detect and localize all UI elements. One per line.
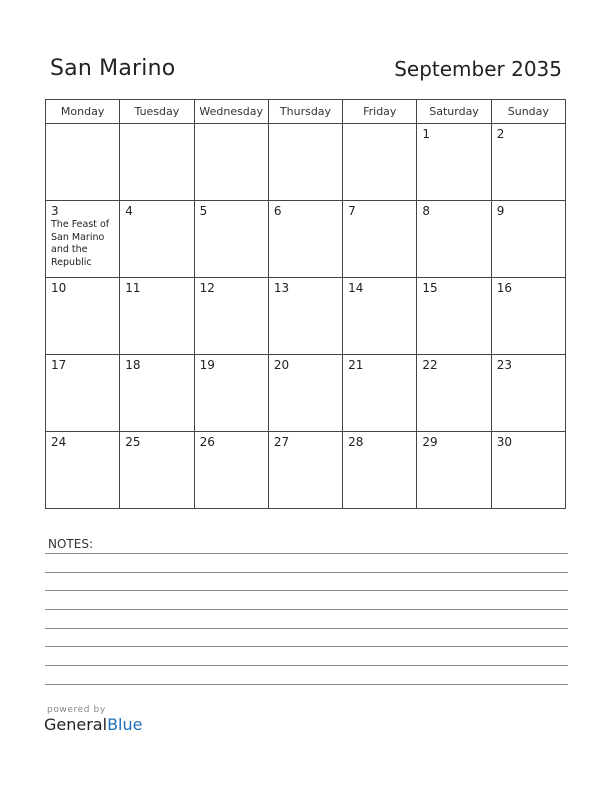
week-row-3 [46,278,566,355]
day-cell [491,278,565,355]
day-number: 11 [125,281,141,295]
day-cell [120,432,194,509]
day-number [195,124,268,127]
weekday-tuesday: Tuesday [120,100,194,124]
holiday-label: The Feast of San Marino and the Republic [51,219,110,268]
powered-by-text: powered by [47,705,106,715]
day-cell [46,201,120,278]
brand-name-blue: Blue [107,715,143,734]
note-line [45,628,568,629]
day-cell [268,432,342,509]
brand-name [44,715,142,734]
day-cell [46,124,120,201]
page-title-month: September 2035 [394,57,562,81]
day-number: 9 [496,204,505,218]
day-cell [491,355,565,432]
day-number: 10 [51,281,67,295]
week-row-5 [46,432,566,509]
weekday-saturday: Saturday [417,100,491,124]
day-number: 26 [199,435,215,449]
day-cell [417,124,491,201]
day-number: 1 [422,127,431,141]
note-line [45,572,568,573]
day-number: 6 [273,204,282,218]
day-cell [120,201,194,278]
week-row-1 [46,124,566,201]
day-cell [46,355,120,432]
day-cell [343,201,417,278]
weekday-monday: Monday [46,100,120,124]
day-number: 5 [199,204,208,218]
day-number [343,124,416,127]
day-cell [194,124,268,201]
weekday-friday: Friday [343,100,417,124]
week-row-4 [46,355,566,432]
day-cell [194,278,268,355]
day-number: 22 [422,358,438,372]
day-cell [120,355,194,432]
day-number: 19 [199,358,215,372]
day-cell [343,278,417,355]
day-number: 25 [125,435,141,449]
note-line [45,665,568,666]
day-number: 3 [51,204,59,218]
notes-label: NOTES: [48,537,93,551]
day-cell [194,432,268,509]
day-number: 30 [496,435,512,449]
day-number: 14 [348,281,364,295]
day-number: 29 [422,435,438,449]
brand-name-general: General [44,715,108,734]
week-row-2 [46,201,566,278]
day-number: 20 [273,358,290,372]
day-number: 28 [348,435,364,449]
note-line [45,553,568,554]
note-line [45,590,568,591]
day-number: 4 [125,204,133,218]
day-number: 23 [496,358,512,372]
day-cell [268,124,342,201]
calendar-grid [45,99,566,509]
day-cell [417,355,491,432]
day-cell [343,432,417,509]
day-cell [194,201,268,278]
weekday-wednesday: Wednesday [194,100,268,124]
note-line [45,684,568,685]
day-number: 7 [348,204,356,218]
day-number: 21 [348,358,364,372]
weekday-thursday: Thursday [268,100,342,124]
day-cell [120,278,194,355]
note-line [45,646,568,647]
page-title-country: San Marino [50,56,176,81]
note-line [45,609,568,610]
brand-logo [44,705,142,735]
day-cell [46,278,120,355]
day-cell [343,124,417,201]
weekday-header-row [46,100,566,124]
day-cell [491,201,565,278]
day-number: 13 [273,281,290,295]
day-cell [343,355,417,432]
day-number: 2 [496,127,505,141]
day-number: 8 [422,204,431,218]
day-number: 16 [496,281,512,295]
day-number: 24 [51,435,67,449]
day-number: 15 [422,281,438,295]
day-cell [417,201,491,278]
day-cell [268,355,342,432]
day-number: 17 [51,358,67,372]
day-cell [417,432,491,509]
day-cell [268,278,342,355]
day-cell [491,432,565,509]
day-number [46,124,119,127]
day-cell [46,432,120,509]
day-number [120,124,193,127]
day-cell [268,201,342,278]
day-cell [417,278,491,355]
day-cell [194,355,268,432]
day-number: 18 [125,358,141,372]
day-cell [491,124,565,201]
day-number: 12 [199,281,215,295]
day-number [269,124,342,127]
day-number: 27 [273,435,290,449]
weekday-sunday: Sunday [491,100,565,124]
day-cell [120,124,194,201]
